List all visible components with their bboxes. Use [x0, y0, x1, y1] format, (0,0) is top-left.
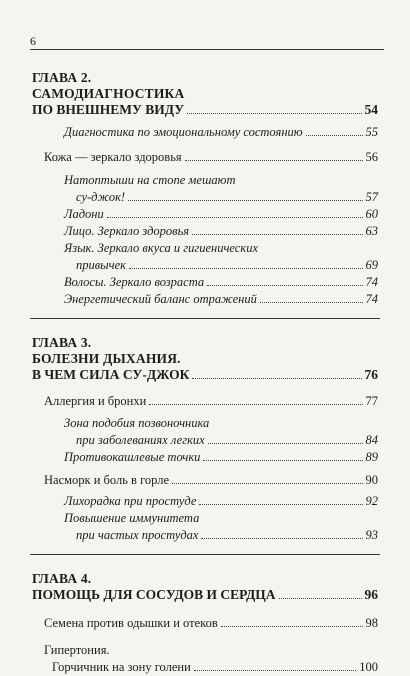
toc-entry[interactable]: при частых простудах 93: [76, 528, 378, 542]
toc-entry[interactable]: Ладони 60: [64, 207, 378, 221]
chapter-2-title-line1: САМОДИАГНОСТИКА: [32, 86, 185, 101]
section-divider: [30, 318, 380, 319]
chapter-4-label: ГЛАВА 4.: [32, 571, 92, 586]
chapter-4-page: 96: [364, 587, 378, 602]
toc-entry[interactable]: су-джок! 57: [76, 190, 378, 204]
toc-entry-line1: Повышение иммунитета: [64, 511, 200, 525]
chapter-2-label: ГЛАВА 2.: [32, 70, 92, 85]
toc-entry[interactable]: Кожа — зеркало здоровья 56: [44, 150, 378, 164]
section-divider: [30, 554, 380, 555]
chapter-2-page: 54: [364, 102, 378, 117]
toc-entry[interactable]: Горчичник на зону голени 100: [52, 660, 378, 674]
top-rule: [30, 49, 384, 50]
toc-entry[interactable]: Волосы. Зеркало возраста 74: [64, 275, 378, 289]
toc-entry[interactable]: при заболеваниях легких 84: [76, 433, 378, 447]
chapter-3: [32, 335, 378, 555]
toc-entry[interactable]: Насморк и боль в горле 90: [44, 473, 378, 487]
toc-entry[interactable]: Энергетический баланс отражений 74: [64, 292, 378, 306]
toc-entry[interactable]: привычек 69: [76, 258, 378, 272]
toc-entry[interactable]: Семена против одышки и отеков 98: [44, 616, 378, 630]
chapter-3-label: ГЛАВА 3.: [32, 335, 92, 350]
chapter-2: [32, 70, 378, 319]
page-number: 6: [30, 34, 36, 48]
toc-entry[interactable]: Противокашлевые точки 89: [64, 450, 378, 464]
toc-entry-line1: Зона подобия позвоночника: [64, 416, 210, 430]
chapter-3-title[interactable]: В ЧЕМ СИЛА СУ-ДЖОК 76: [32, 367, 378, 382]
toc-entry[interactable]: Диагностика по эмоциональному состоянию 55: [64, 125, 378, 139]
toc-entry-line1: Гипертония.: [44, 643, 110, 657]
toc-entry-line1: Натоптыши на стопе мешают: [64, 173, 236, 187]
toc-entry[interactable]: Лицо. Зеркало здоровья 63: [64, 224, 378, 238]
chapter-2-title[interactable]: ПО ВНЕШНЕМУ ВИДУ 54: [32, 102, 378, 117]
chapter-4-title[interactable]: ПОМОЩЬ ДЛЯ СОСУДОВ И СЕРДЦА 96: [32, 587, 378, 602]
toc-entry[interactable]: Аллергия и бронхи 77: [44, 394, 378, 408]
table-of-contents: [32, 70, 378, 676]
toc-entry-line1: Язык. Зеркало вкуса и гигиенических: [64, 241, 258, 255]
chapter-4: [32, 571, 378, 676]
chapter-3-page: 76: [364, 367, 378, 382]
chapter-3-title-line1: БОЛЕЗНИ ДЫХАНИЯ.: [32, 351, 181, 366]
toc-entry[interactable]: Лихорадка при простуде 92: [64, 494, 378, 508]
